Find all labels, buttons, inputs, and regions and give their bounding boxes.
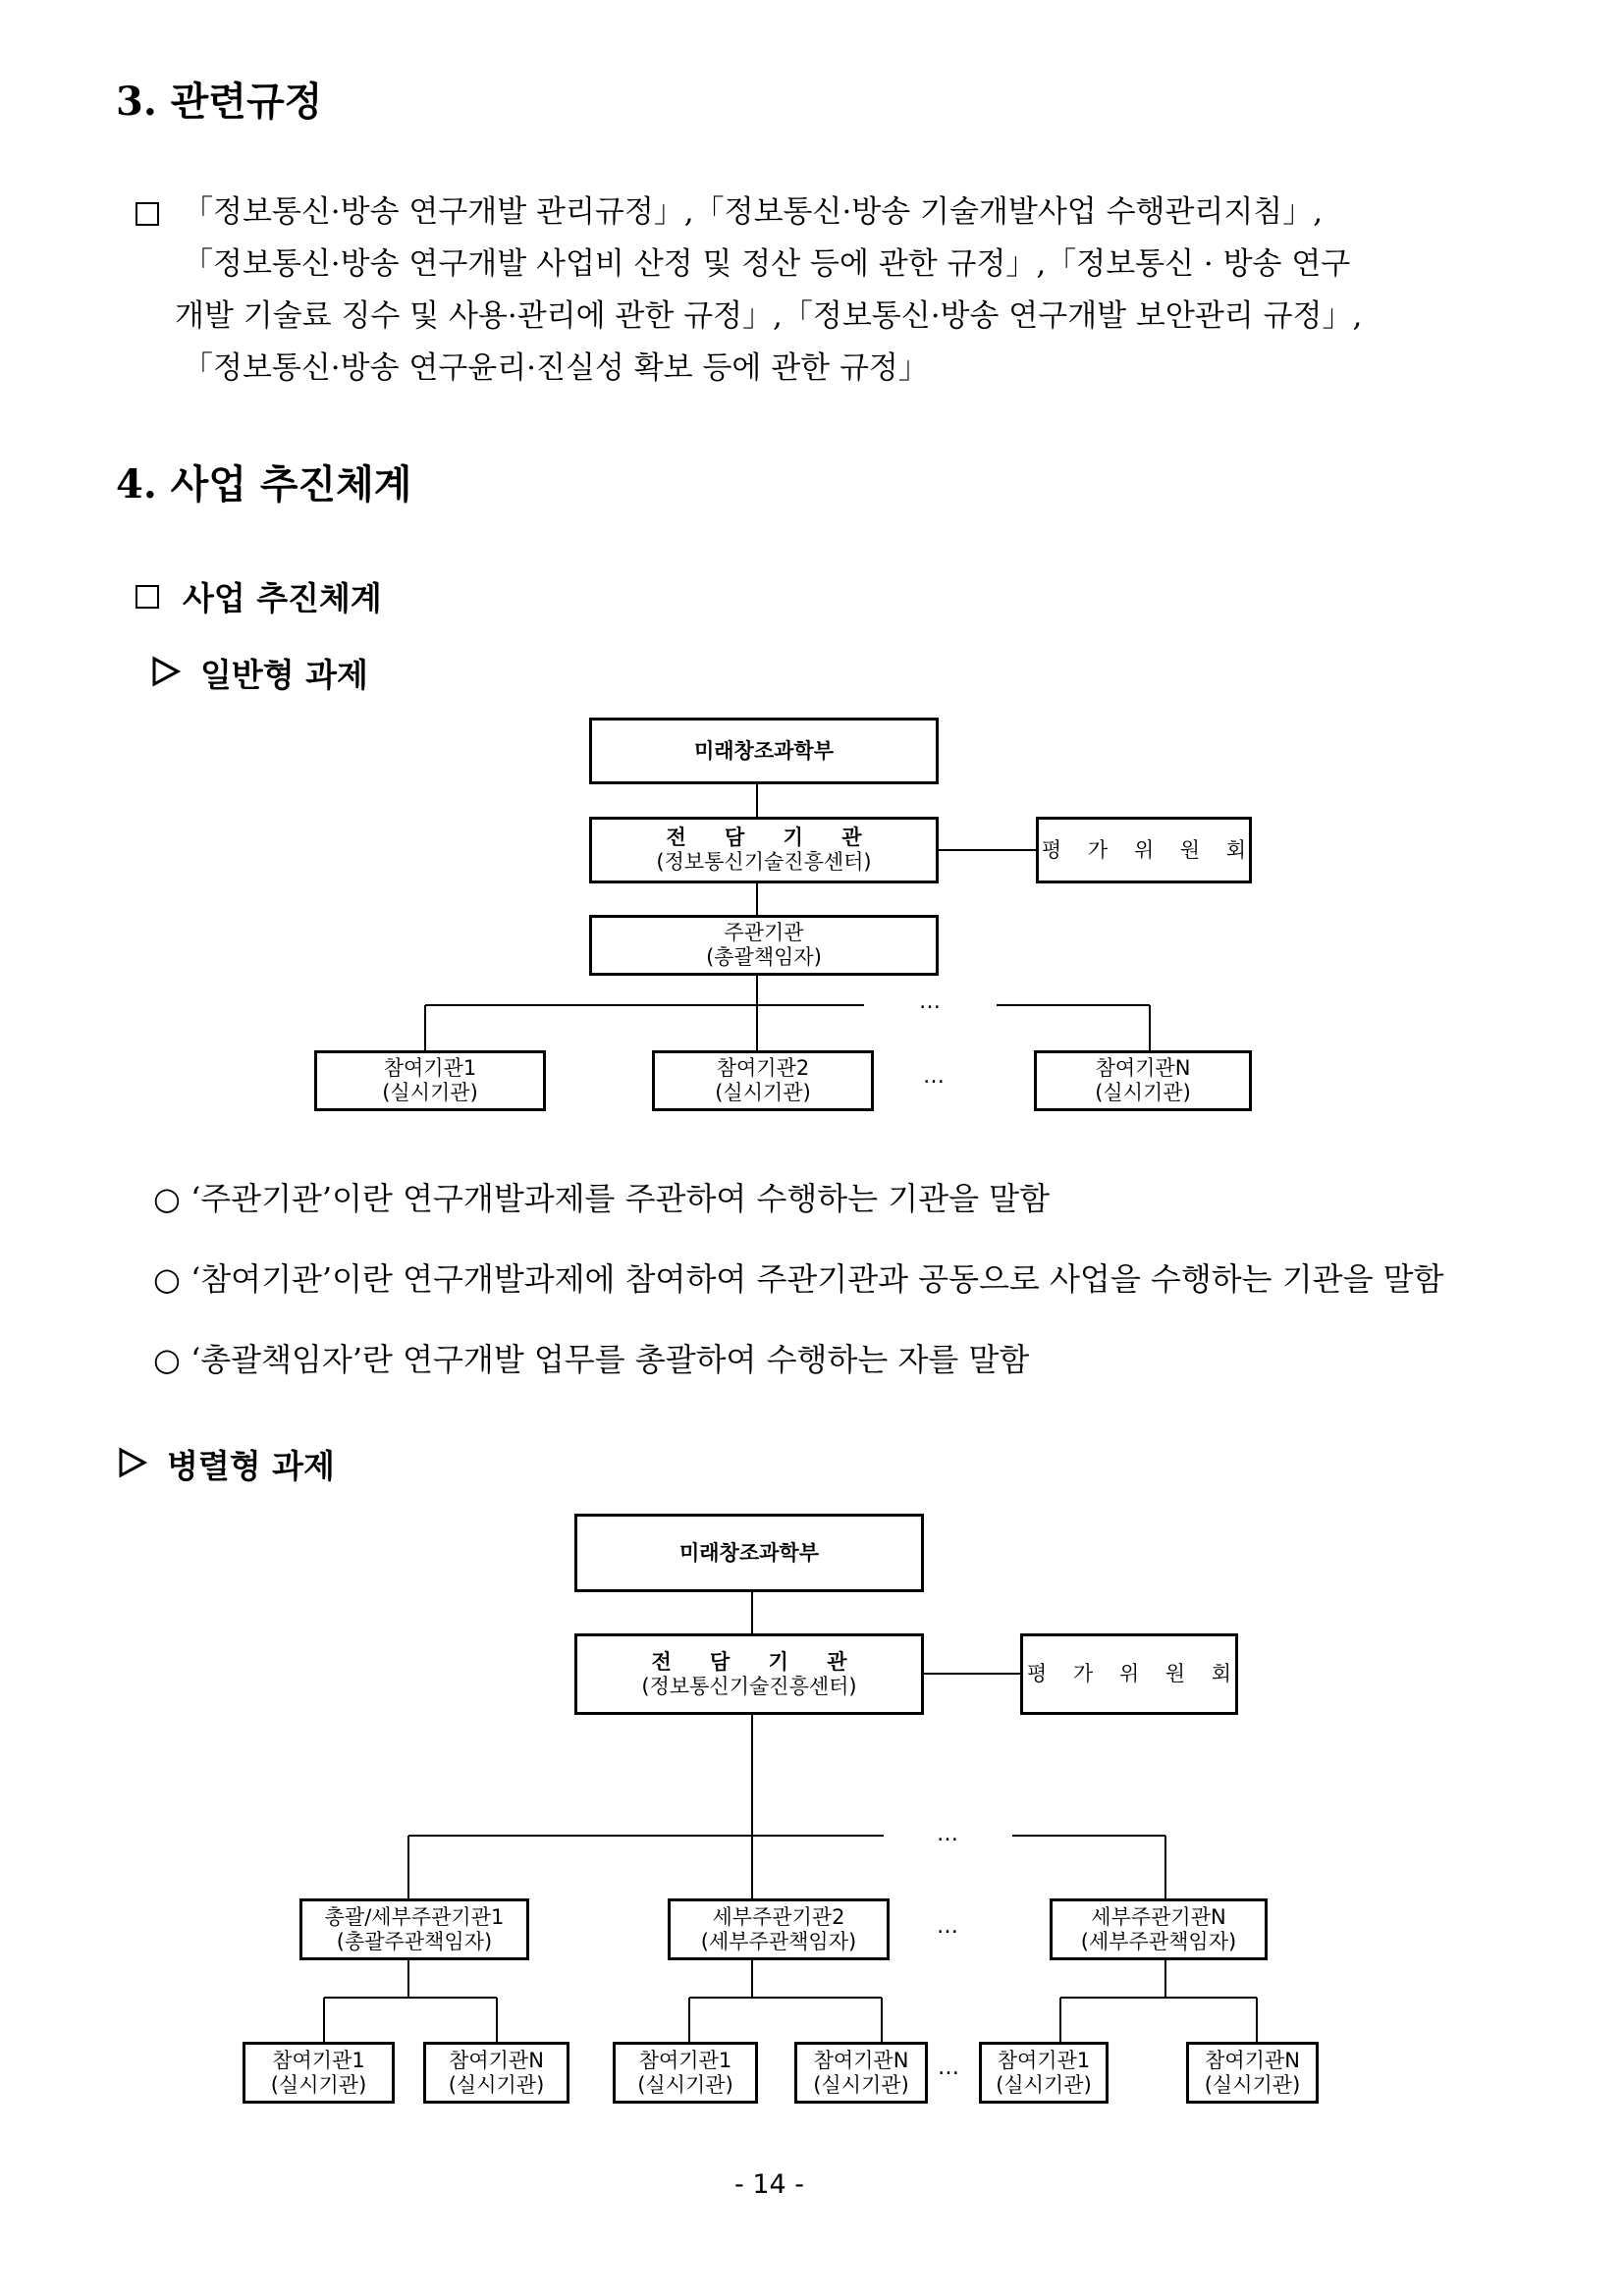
participant-subtitle: (실시기관): [813, 2072, 909, 2097]
participant-title: 참여기관1: [383, 1056, 477, 1080]
participant-box: [979, 2042, 1109, 2104]
regulations-line-1: 「정보통신·방송 연구개발 관리규정」,「정보통신·방송 기술개발사업 수행관리지침」,: [183, 194, 1324, 230]
section3-heading: 3. 관련규정: [116, 79, 323, 125]
section4-heading: 4. 사업 추진체계: [116, 461, 412, 507]
regulations-line-2: 「정보통신·방송 연구개발 사업비 산정 및 정산 등에 관한 규정」,「정보통신 · 방송 연구: [183, 246, 1351, 282]
sublead-box-2: [668, 1898, 890, 1960]
page-number: - 14 -: [734, 2169, 805, 2200]
participant-subtitle: (실시기관): [448, 2072, 545, 2097]
participant-title: 참여기관1: [638, 2048, 732, 2072]
ellipsis: …: [937, 1914, 958, 1939]
participant-subtitle: (실시기관): [996, 2072, 1092, 2097]
regulations-line-4: 「정보통신·방송 연구윤리·진실성 확보 등에 관한 규정」: [183, 350, 929, 386]
participant-subtitle: (실시기관): [1204, 2072, 1301, 2097]
sublead-title: 총괄/세부주관기관1: [324, 1904, 505, 1929]
participant-subtitle: (실시기관): [637, 2072, 733, 2097]
participant-subtitle: (실시기관): [270, 2072, 367, 2097]
participant-title: 참여기관N: [1095, 1056, 1191, 1080]
participant-title: 참여기관N: [1205, 2048, 1300, 2072]
lead-title: 주관기관: [724, 921, 804, 944]
ellipsis: …: [938, 2056, 959, 2080]
sublead-title: 세부주관기관N: [1091, 1904, 1226, 1929]
committee-label: 평 가 위 원 회: [1041, 837, 1257, 862]
committee-box: [1036, 817, 1257, 883]
ministry-label: 미래창조과학부: [693, 738, 834, 763]
participant-title: 참여기관1: [272, 2048, 365, 2072]
sublead-subtitle: (세부주관책임자): [700, 1929, 857, 1953]
parallel-type-label: 병렬형 과제: [167, 1447, 335, 1485]
triangle-icon: [118, 1447, 147, 1482]
participant-title: 참여기관2: [716, 1056, 810, 1080]
note-lead-institution: ○ ‘주관기관’이란 연구개발과제를 주관하여 수행하는 기관을 말함: [153, 1180, 1051, 1217]
checkbox-icon: [135, 585, 159, 611]
participant-box: [794, 2042, 928, 2104]
ministry-label: 미래창조과학부: [678, 1540, 819, 1565]
agency-subtitle: (정보통신기술진흥센터): [656, 850, 872, 874]
agency-title: 전 담 기 관: [666, 826, 878, 849]
ellipsis: …: [937, 1822, 958, 1846]
sublead-title: 세부주관기관2: [712, 1904, 845, 1929]
participant-subtitle: (실시기관): [382, 1081, 478, 1104]
ellipsis: …: [923, 1064, 945, 1089]
participant-box: [243, 2042, 395, 2104]
agency-title: 전 담 기 관: [651, 1649, 863, 1674]
triangle-icon: [151, 656, 181, 691]
participant-box-2: [652, 1050, 874, 1111]
participant-box: [613, 2042, 758, 2104]
lead-institution-box: [589, 915, 939, 976]
participant-subtitle: (실시기관): [715, 1081, 811, 1104]
ministry-box: [574, 1514, 924, 1592]
ministry-box: [589, 718, 939, 784]
participant-box: [423, 2042, 569, 2104]
committee-box: [1020, 1633, 1242, 1715]
note-general-manager: ○ ‘총괄책임자’란 연구개발 업무를 총괄하여 수행하는 자를 말함: [153, 1341, 1030, 1378]
sublead-subtitle: (세부주관책임자): [1080, 1929, 1237, 1953]
committee-label: 평 가 위 원 회: [1026, 1662, 1242, 1685]
participant-box-n: [1034, 1050, 1252, 1111]
lead-subtitle: (총괄책임자): [706, 945, 822, 969]
agency-box: [589, 817, 939, 883]
participant-box: [1186, 2042, 1319, 2104]
general-type-label: 일반형 과제: [200, 656, 368, 694]
checkbox-icon: [135, 202, 159, 228]
ellipsis: …: [919, 989, 941, 1014]
participant-title: 참여기관N: [813, 2048, 909, 2072]
participant-box-1: [314, 1050, 546, 1111]
agency-subtitle: (정보통신기술진흥센터): [641, 1674, 857, 1698]
participant-title: 참여기관N: [449, 2048, 544, 2072]
sublead-box-n: [1050, 1898, 1268, 1960]
section4-subheading: 사업 추진체계: [183, 579, 382, 617]
note-participant-institution: ○ ‘참여기관’이란 연구개발과제에 참여하여 주관기관과 공동으로 사업을 수행하는 기관을 말함: [153, 1260, 1444, 1298]
participant-title: 참여기관1: [997, 2048, 1091, 2072]
participant-subtitle: (실시기관): [1095, 1081, 1191, 1104]
sublead-box-1: [299, 1898, 529, 1960]
regulations-line-3: 개발 기술료 징수 및 사용·관리에 관한 규정」,「정보통신·방송 연구개발 보안관리 규정」,: [175, 298, 1363, 334]
sublead-subtitle: (총괄주관책임자): [336, 1929, 493, 1953]
agency-box: [574, 1633, 924, 1715]
